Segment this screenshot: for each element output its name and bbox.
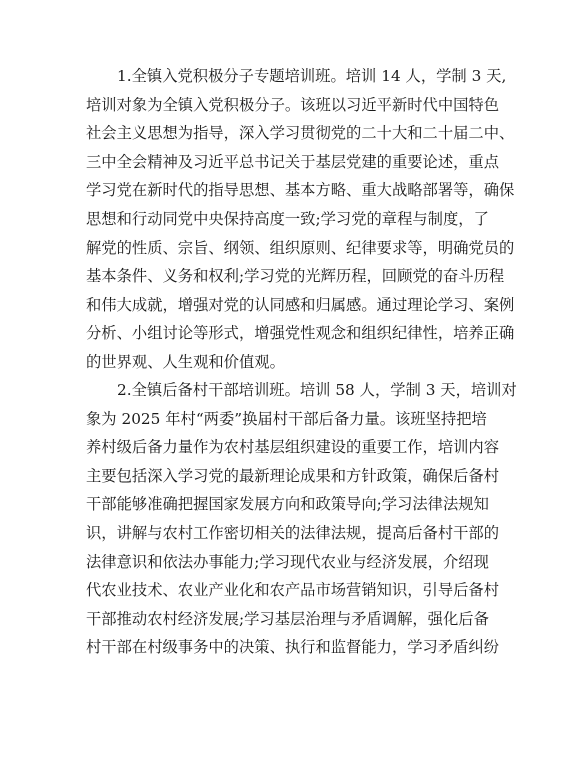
paragraph-line: 培训对象为全镇入党积极分子。该班以习近平新时代中国特色 xyxy=(86,95,500,114)
paragraph-reserve-cadre-training xyxy=(86,376,517,662)
paragraph-line: 法律意识和依法办事能力;学习现代农业与经济发展，介绍现 xyxy=(86,552,489,571)
paragraph-party-activist-training xyxy=(86,62,515,377)
paragraph-line: 代农业技术、农业产业化和农产品市场营销知识，引导后备村 xyxy=(86,581,500,600)
paragraph-line: 解党的性质、宗旨、纲领、组织原则、纪律要求等，明确党员的 xyxy=(86,238,515,257)
paragraph-line: 象为 2025 年村“两委”换届村干部后备力量。该班坚持把培 xyxy=(86,409,487,428)
paragraph-line: 主要包括深入学习党的最新理论成果和方针政策，确保后备村 xyxy=(86,466,500,485)
paragraph-line: 思想和行动同党中央保持高度一致;学习党的章程与制度，了 xyxy=(86,209,489,228)
paragraph-line: 的世界观、人生观和价值观。 xyxy=(86,352,285,371)
paragraph-line: 社会主义思想为指导，深入学习贯彻党的二十大和二十届二中、 xyxy=(86,124,515,143)
paragraph-line: 养村级后备力量作为农村基层组织建设的重要工作，培训内容 xyxy=(86,438,500,457)
paragraph-line: 分析、小组讨论等形式，增强党性观念和组织纪律性，培养正确 xyxy=(86,324,515,343)
paragraph-line: 基本条件、义务和权利;学习党的光辉历程，回顾党的奋斗历程 xyxy=(86,267,505,286)
paragraph-line: 和伟大成就，增强对党的认同感和归属感。通过理论学习、案例 xyxy=(86,295,515,314)
paragraph-line: 三中全会精神及习近平总书记关于基层党建的重要论述，重点 xyxy=(86,152,500,171)
paragraph-line: 识，讲解与农村工作密切相关的法律法规，提高后备村干部的 xyxy=(86,523,500,542)
paragraph-line: 村干部在村级事务中的决策、执行和监督能力，学习矛盾纠纷 xyxy=(86,638,500,657)
paragraph-line: 干部能够准确把握国家发展方向和政策导向;学习法律法规知 xyxy=(86,495,489,514)
paragraph-line: 学习党在新时代的指导思想、基本方略、重大战略部署等，确保 xyxy=(86,181,515,200)
paragraph-line: 干部推动农村经济发展;学习基层治理与矛盾调解，强化后备 xyxy=(86,609,489,628)
paragraph-line: 2.全镇后备村干部培训班。培训 58 人，学制 3 天，培训对 xyxy=(117,381,517,399)
paragraph-line: 1.全镇入党积极分子专题培训班。培训 14 人，学制 3 天, xyxy=(117,67,507,85)
